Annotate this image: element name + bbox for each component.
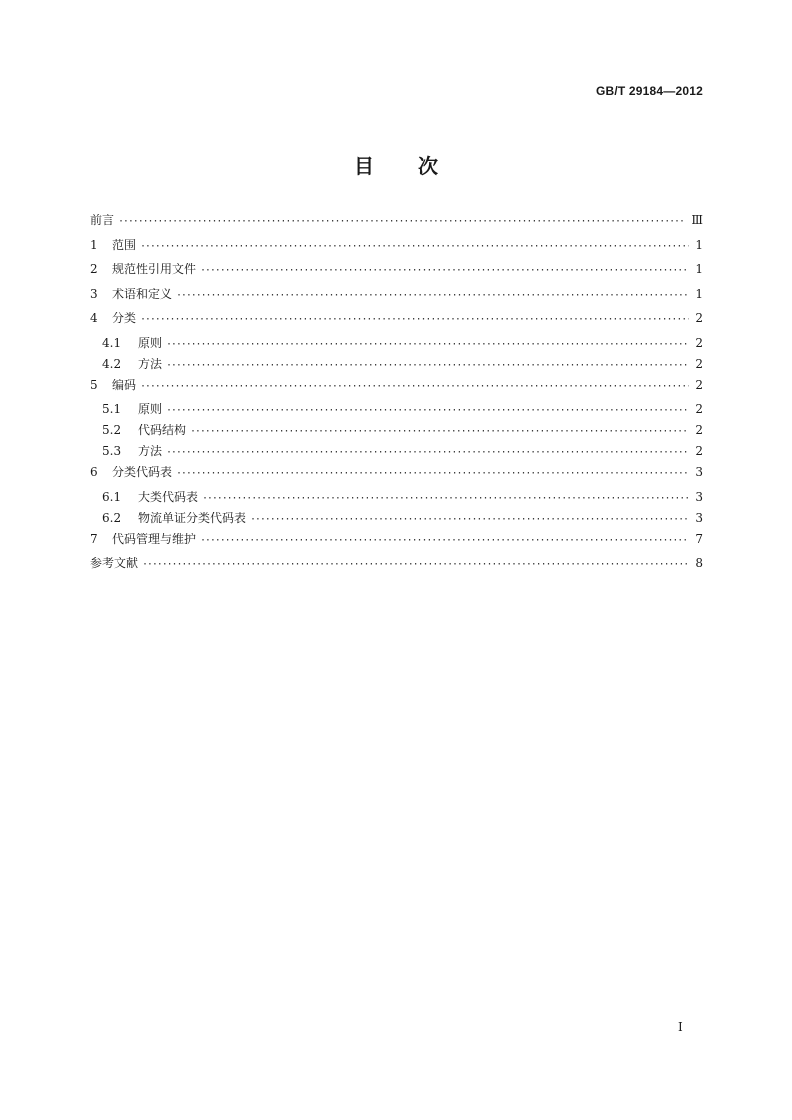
toc-entry-page: Ⅲ bbox=[691, 214, 703, 227]
toc-leader-dots bbox=[200, 265, 689, 277]
toc-entry-label: 代码结构 bbox=[138, 424, 187, 437]
toc-entry-label: 分类代码表 bbox=[112, 466, 173, 479]
toc-entry-label: 物流单证分类代码表 bbox=[138, 511, 247, 525]
toc-entry[interactable] bbox=[90, 445, 703, 466]
toc-leader-dots bbox=[200, 535, 689, 547]
page-folio: I bbox=[678, 1020, 683, 1034]
toc-leader-dots bbox=[166, 360, 689, 372]
toc-entry-page: 2 bbox=[695, 424, 703, 437]
toc-entry-label: 原则 bbox=[138, 336, 163, 350]
toc-entry-number: 5 bbox=[90, 378, 98, 392]
toc-entry[interactable] bbox=[90, 239, 703, 264]
toc-entry[interactable] bbox=[90, 379, 703, 404]
toc-entry-page: 3 bbox=[695, 466, 703, 479]
toc-leader-dots bbox=[190, 426, 689, 438]
toc-leader-dots bbox=[140, 314, 689, 326]
toc-leader-dots bbox=[176, 290, 689, 302]
toc-entry-label: 方法 bbox=[138, 445, 163, 458]
toc-entry[interactable] bbox=[90, 358, 703, 379]
toc-entry[interactable] bbox=[90, 491, 703, 512]
toc-entry[interactable] bbox=[90, 312, 703, 337]
toc-leader-dots bbox=[118, 216, 685, 228]
standard-number: GB/T 29184—2012 bbox=[595, 84, 703, 98]
toc-entry-page: 1 bbox=[695, 263, 703, 276]
toc-entry-number: 5.3 bbox=[102, 445, 122, 458]
toc-entry-page: 1 bbox=[695, 238, 703, 252]
toc-entry[interactable] bbox=[90, 424, 703, 445]
toc-entry[interactable] bbox=[90, 403, 703, 424]
toc-entry-number: 4.2 bbox=[102, 357, 122, 371]
toc-entry-number: 7 bbox=[90, 532, 98, 546]
toc-entry[interactable] bbox=[90, 263, 703, 288]
toc-entry[interactable] bbox=[90, 557, 703, 582]
toc-entry[interactable] bbox=[90, 512, 703, 533]
toc-leader-dots bbox=[166, 339, 689, 351]
toc-entry-label: 前言 bbox=[90, 214, 115, 227]
toc-entry-number: 5.1 bbox=[102, 403, 122, 416]
toc-leader-dots bbox=[142, 559, 689, 571]
toc-entry-number: 5.2 bbox=[102, 424, 122, 437]
toc-leader-dots bbox=[202, 493, 689, 505]
toc-entry-label: 范围 bbox=[112, 238, 137, 252]
toc-entry-label: 大类代码表 bbox=[138, 490, 199, 504]
toc-leader-dots bbox=[140, 381, 689, 393]
toc-entry[interactable] bbox=[90, 337, 703, 358]
toc-entry-label: 代码管理与维护 bbox=[112, 532, 197, 546]
toc-title-char-1: 目 bbox=[354, 154, 374, 178]
toc-title-char-2: 次 bbox=[418, 154, 438, 178]
toc-entry-number: 6.1 bbox=[102, 490, 122, 504]
toc-leader-dots bbox=[166, 405, 689, 417]
toc-leader-dots bbox=[176, 468, 689, 480]
toc-entry-page: 1 bbox=[695, 287, 703, 301]
toc-title bbox=[0, 150, 792, 179]
toc-entry-label: 参考文献 bbox=[90, 557, 139, 570]
toc-entry-page: 2 bbox=[695, 336, 703, 350]
toc-entry-page: 3 bbox=[695, 490, 703, 504]
table-of-contents bbox=[90, 214, 703, 582]
toc-entry[interactable] bbox=[90, 466, 703, 491]
toc-entry-number: 6 bbox=[90, 466, 98, 479]
toc-entry-page: 3 bbox=[695, 511, 703, 525]
toc-leader-dots bbox=[166, 447, 689, 459]
toc-entry-page: 2 bbox=[695, 378, 703, 392]
toc-entry-label: 原则 bbox=[138, 403, 163, 416]
toc-entry-number: 6.2 bbox=[102, 511, 122, 525]
toc-leader-dots bbox=[250, 514, 689, 526]
toc-entry-label: 方法 bbox=[138, 357, 163, 371]
toc-entry-number: 3 bbox=[90, 287, 98, 301]
toc-entry-page: 7 bbox=[695, 532, 703, 546]
toc-entry[interactable] bbox=[90, 288, 703, 313]
toc-entry-label: 分类 bbox=[112, 312, 137, 325]
toc-entry-number: 2 bbox=[90, 263, 98, 276]
toc-entry-page: 8 bbox=[695, 557, 703, 570]
toc-entry-label: 规范性引用文件 bbox=[112, 263, 197, 276]
toc-entry-page: 2 bbox=[695, 445, 703, 458]
toc-entry-number: 4.1 bbox=[102, 336, 122, 350]
toc-entry-page: 2 bbox=[695, 357, 703, 371]
toc-entry-number: 4 bbox=[90, 312, 98, 325]
toc-entry-label: 编码 bbox=[112, 378, 137, 392]
toc-entry-page: 2 bbox=[695, 403, 703, 416]
toc-entry-label: 术语和定义 bbox=[112, 287, 173, 301]
toc-leader-dots bbox=[140, 241, 689, 253]
toc-entry-page: 2 bbox=[695, 312, 703, 325]
toc-entry[interactable] bbox=[90, 214, 703, 239]
toc-entry[interactable] bbox=[90, 533, 703, 558]
toc-entry-number: 1 bbox=[90, 238, 98, 252]
